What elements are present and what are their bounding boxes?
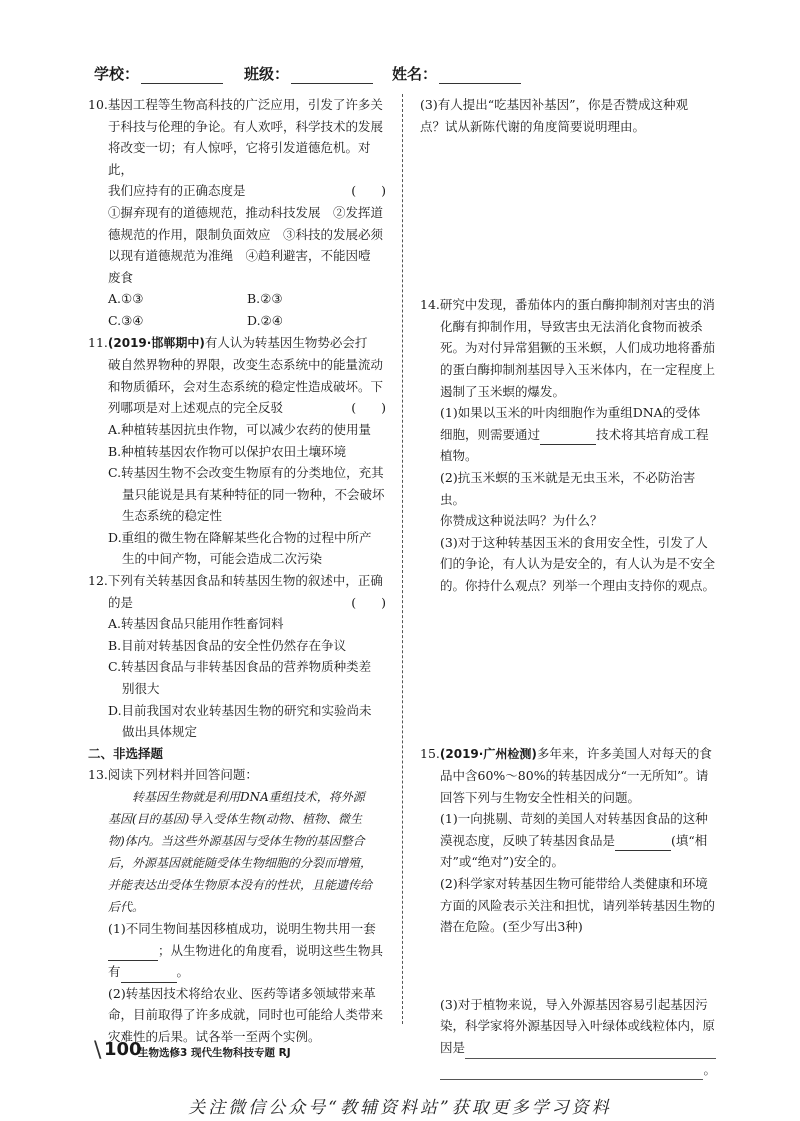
option-a[interactable]: A.①③ — [108, 291, 144, 307]
q10-line: 将改变一切；有人惊呼，它将引发道德危机。对此， — [108, 140, 371, 177]
q14-part1-text: 细胞，则需要通过 — [440, 426, 541, 442]
q13-part3-line: 点？试从新陈代谢的角度简要说明理由。 — [420, 118, 646, 134]
q14-part1: (1)如果以玉米的叶肉细胞作为重组DNA的受体 — [440, 405, 701, 421]
material-line: 基因(目的基因)导入受体生物(动物、植物、微生 — [108, 812, 363, 826]
q15-part1-cont — [420, 830, 716, 852]
q10-stem-text: 我们应持有的正确态度是 — [108, 183, 246, 199]
q13-stem: 13.阅读下列材料并回答问题： — [88, 767, 258, 783]
q12-stem-end — [88, 592, 386, 614]
q11-source: (2019·邯郸期中) — [107, 335, 205, 350]
q11-number: 11. — [88, 334, 108, 350]
q15-part1-text: 漠视态度，反映了转基因食品是 — [440, 832, 616, 848]
option-c[interactable]: C.转基因生物不会改变生物原有的分类地位，充其 — [108, 465, 384, 481]
option-c-cont: 量只能说是具有某种特征的同一物种，不会破坏 — [122, 486, 385, 502]
q13-part1: (1)不同生物间基因移植成功，说明生物共用一套 — [108, 921, 376, 936]
material-line: 后代。 — [108, 900, 145, 914]
q14-part1-text: 技术将其培育成工程 — [596, 426, 709, 442]
book-title: 生物选修3 现代生物科技专题 RJ — [138, 1047, 291, 1059]
q13-part2: 命，目前取得了许多成就，同时也可能给人类带来 — [108, 1007, 384, 1023]
school-blank[interactable] — [141, 69, 223, 84]
school-label: 学校： — [94, 65, 140, 83]
question-10 — [88, 94, 386, 332]
option-b[interactable]: B.目前对转基因食品的安全性仍然存在争议 — [108, 637, 347, 653]
question-11 — [88, 332, 386, 571]
q14-line: 死。为对付异常猖獗的玉米螟，人们成功地将番茄 — [440, 340, 716, 356]
option-c[interactable]: C.转基因食品与非转基因食品的营养物质种类差 — [108, 659, 372, 675]
name-blank[interactable] — [439, 69, 521, 84]
material-line: 转基因生物就是利用DNA重组技术，将外源 — [108, 790, 365, 804]
page-footer — [94, 1040, 494, 1062]
answer-parentheses[interactable]: ( ) — [351, 183, 386, 199]
left-column — [88, 94, 386, 1048]
answer-blank[interactable] — [540, 430, 596, 445]
q13-part3 — [420, 94, 716, 137]
material-line: 后，外源基因就能随受体生物细胞的分裂而增殖， — [108, 856, 373, 870]
q14-part3: 们的争论，有人认为是安全的，有人认为是不安全 — [440, 556, 716, 572]
column-divider — [402, 94, 403, 1024]
name-field[interactable] — [392, 63, 521, 84]
q11-line: 破自然界物种的界限，改变生态系统中的能量流动 — [108, 357, 384, 373]
q15-first-line — [420, 743, 716, 766]
q15-part3: (3)对于植物来说，导入外源基因容易引起基因污 — [440, 996, 708, 1012]
option-c-cont: 别很大 — [122, 681, 160, 697]
option-b[interactable]: B.种植转基因农作物可以保护农田土壤环境 — [108, 443, 347, 459]
name-label: 姓名： — [392, 65, 438, 83]
q11-stem-text: 列哪项是对上述观点的完全反驳 — [108, 400, 284, 416]
answer-parentheses[interactable]: ( ) — [351, 400, 386, 416]
student-info-header — [94, 63, 714, 87]
q10-item: 以现有道德规范为准绳 ④趋利避害，不能因噎 — [108, 248, 371, 264]
q12-line: 12.下列有关转基因食品和转基因生物的叙述中，正确 — [88, 573, 383, 589]
option-d[interactable]: D.目前我国对农业转基因生物的研究和实验尚未 — [108, 702, 372, 718]
page-number: 100 — [104, 1039, 142, 1060]
q10-stem-end — [88, 180, 386, 202]
q15-part1-text: (填“相 — [671, 832, 708, 848]
q13-part1-text: ；从生物进化的角度看，说明这些生物具 — [158, 942, 384, 958]
answer-line[interactable] — [440, 1061, 703, 1080]
q15-part3-text: 。 — [703, 1061, 716, 1077]
q14-part3: 的。你持什么观点？列举一个理由支持你的观点。 — [440, 577, 716, 593]
option-c-cont: 生态系统的稳定性 — [122, 508, 223, 524]
q15-part2: 方面的风险表示关注和担忧，请列举转基因生物的 — [440, 897, 716, 913]
answer-space[interactable] — [420, 597, 716, 743]
q13-part1-text: 。 — [176, 964, 190, 980]
section-heading: 二、非选择题 — [88, 745, 164, 761]
option-d-cont: 生的中间产物，可能会造成二次污染 — [122, 551, 323, 567]
q14-part2: 你赞成这种说法吗？为什么？ — [440, 513, 603, 529]
q13-part1-cont — [88, 940, 386, 962]
q10-line: 于科技与伦理的争论。有人欢呼，科学技术的发展 — [108, 118, 384, 134]
q14-line: 遏制了玉米螟的爆发。 — [440, 383, 566, 399]
q15-line: 品中含60%～80%的转基因成分“一无所知”。请 — [440, 768, 709, 784]
q15-line: 回答下列与生物安全性相关的问题。 — [440, 789, 641, 805]
promo-handwriting: 关注微信公众号“教辅资料站”获取更多学习资料 — [188, 1098, 612, 1118]
question-15 — [420, 743, 716, 1081]
q13-material — [88, 786, 386, 918]
answer-parentheses[interactable]: ( ) — [351, 594, 386, 610]
q15-source: (2019·广州检测) — [439, 746, 537, 761]
answer-space[interactable] — [420, 137, 716, 294]
q13-part2: (2)转基因技术将给农业、医药等诸多领域带来革 — [108, 985, 376, 1001]
q14-line: 的蛋白酶抑制剂基因导入玉米体内，在一定程度上 — [440, 361, 716, 377]
q13-part2: 灾难性的后果。试各举一至两个实例。 — [108, 1028, 321, 1044]
answer-space[interactable] — [420, 938, 716, 994]
answer-line[interactable] — [465, 1040, 716, 1059]
q11-first-text: 有人认为转基因生物势必会打 — [204, 334, 368, 350]
q13-part3-line: (3)有人提出“吃基因补基因”，你是否赞成这种观 — [420, 97, 688, 112]
option-d[interactable]: D.②④ — [247, 312, 283, 328]
school-field[interactable] — [94, 63, 223, 84]
answer-blank[interactable] — [615, 836, 671, 851]
q11-line: 和物质循环，会对生态系统的稳定性造成破坏。下 — [108, 378, 384, 394]
question-14 — [420, 294, 716, 596]
q14-part2: (2)抗玉米螟的玉米就是无虫玉米，不必防治害虫。 — [440, 469, 696, 507]
question-13 — [88, 764, 386, 1047]
q15-part3: 染，科学家将外源基因导入叶绿体或线粒体内，原 — [440, 1018, 716, 1034]
answer-blank[interactable] — [121, 968, 177, 983]
q13-part1-end — [88, 961, 386, 983]
material-line: 物)体内。当这些外源基因与受体生物的基因整合 — [108, 834, 365, 848]
right-column — [420, 94, 716, 1080]
q14-part1-end: 植物。 — [440, 448, 478, 464]
q10-options-row — [88, 310, 386, 332]
q15-number: 15. — [420, 745, 440, 761]
q15-part1: (1)一向挑剔、苛刻的美国人对转基因食品的这种 — [440, 811, 708, 827]
q10-line: 10.基因工程等生物高科技的广泛应用，引发了许多关 — [88, 97, 383, 112]
option-c[interactable]: C.③④ — [108, 312, 144, 328]
option-b[interactable]: B.②③ — [247, 291, 283, 307]
q14-part1-cont — [420, 424, 716, 446]
q11-stem-end — [88, 397, 386, 419]
q10-options-row — [88, 288, 386, 310]
option-a[interactable]: A.转基因食品只能用作牲畜饲料 — [108, 616, 284, 632]
q10-item: 德规范的作用，限制负面效应 ③科技的发展必须 — [108, 226, 384, 242]
q12-stem-text: 的是 — [108, 594, 134, 610]
option-a[interactable]: A.种植转基因抗虫作物，可以减少农药的使用量 — [108, 421, 372, 437]
option-d[interactable]: D.重组的微生物在降解某些化合物的过程中所产 — [108, 529, 372, 545]
q15-part1-end: 对”或“绝对”)安全的。 — [440, 854, 565, 870]
q15-part2: 潜在危险。(至少写出3种) — [440, 919, 583, 935]
option-d-cont: 做出具体规定 — [122, 724, 198, 740]
q14-line: 14.研究中发现，番茄体内的蛋白酶抑制剂对害虫的消 — [420, 297, 715, 313]
q10-item: ①摒弃现有的道德规范，推动科技发展 ②发挥道 — [108, 204, 384, 220]
answer-blank[interactable] — [108, 946, 158, 961]
q14-part3: (3)对于这种转基因玉米的食用安全性，引发了人 — [440, 534, 708, 550]
class-blank[interactable] — [291, 69, 373, 84]
q15-first-text: 多年来，许多美国人对每天的食 — [536, 745, 712, 761]
q15-part3-text: 因是 — [440, 1040, 466, 1056]
q13-part1-text: 有 — [108, 964, 121, 980]
q15-part2: (2)科学家对转基因生物可能带给人类健康和环境 — [440, 876, 708, 892]
q10-item: 废食 — [108, 269, 134, 285]
question-12 — [88, 570, 386, 743]
class-field[interactable] — [244, 63, 373, 84]
material-line: 并能表达出受体生物原本没有的性状，且能遗传给 — [108, 878, 373, 892]
footer-slash-mark: \ — [94, 1038, 102, 1063]
q11-first-line — [88, 332, 386, 355]
class-label: 班级： — [244, 65, 290, 83]
q14-line: 化酶有抑制作用，导致害虫无法消化食物而被杀 — [440, 318, 703, 334]
